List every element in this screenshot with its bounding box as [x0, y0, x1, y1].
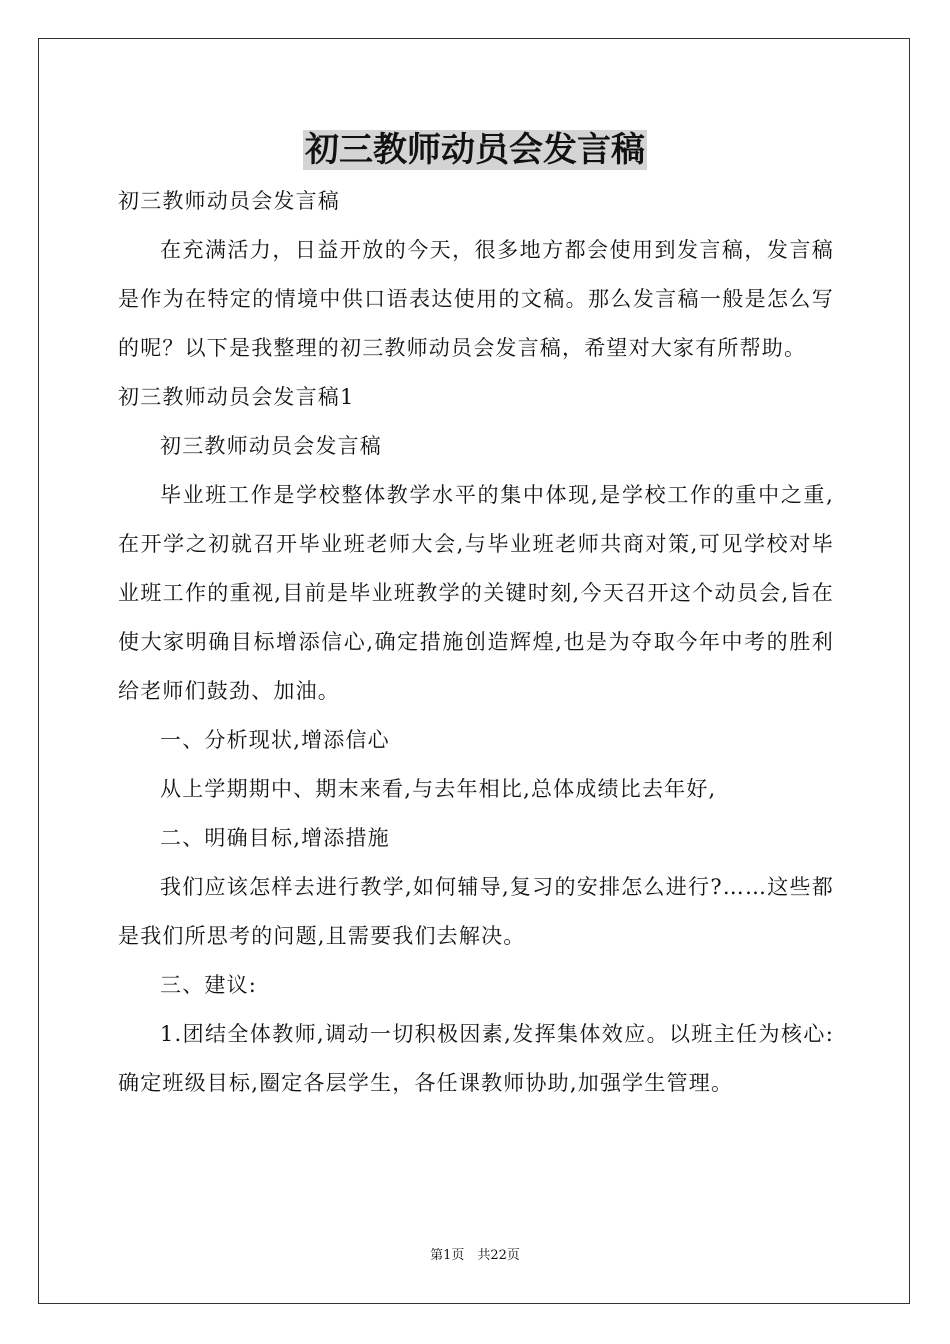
- paragraph-status: 从上学期期中、期末来看,与去年相比,总体成绩比去年好,: [160, 777, 717, 801]
- paragraph-questions: 我们应该怎样去进行教学,如何辅导,复习的安排怎么进行?……这些都是我们所思考的问题,且需要我们去解决。: [118, 875, 834, 948]
- paragraph-section-heading: 初三教师动员会发言稿1: [118, 385, 355, 409]
- paragraph-opening: 毕业班工作是学校整体教学水平的集中体现,是学校工作的重中之重,在开学之初就召开毕业班老师大会,与毕业班老师共商对策,可见学校对毕业班工作的重视,目前是毕业班教学的关键时刻,今天召开这个动员会,旨在使大家明确目标增添信心,确定措施创造辉煌,也是为夺取今年中考的胜利给老师们鼓劲、加油。: [118, 483, 834, 703]
- document-body: [118, 177, 834, 1108]
- page-number-footer: 第1页 共22页: [430, 1248, 520, 1263]
- document-title-text: 初三教师动员会发言稿: [305, 130, 645, 170]
- paragraph-subtitle: 初三教师动员会发言稿: [118, 189, 340, 213]
- paragraph-intro: 在充满活力，日益开放的今天，很多地方都会使用到发言稿，发言稿是作为在特定的情境中供口语表达使用的文稿。那么发言稿一般是怎么写的呢？以下是我整理的初三教师动员会发言稿，希望对大家有所帮助。: [118, 238, 834, 360]
- document-title: [0, 126, 950, 174]
- paragraph-speech-title: 初三教师动员会发言稿: [160, 434, 382, 458]
- paragraph-heading-one: 一、分析现状,增添信心: [160, 728, 390, 752]
- paragraph-heading-two: 二、明确目标,增添措施: [160, 826, 390, 850]
- paragraph-heading-three: 三、建议:: [160, 973, 258, 997]
- paragraph-suggestion-one: 1.团结全体教师,调动一切积极因素,发挥集体效应。以班主任为核心:确定班级目标,圈定各层学生，各任课教师协助,加强学生管理。: [118, 1022, 834, 1095]
